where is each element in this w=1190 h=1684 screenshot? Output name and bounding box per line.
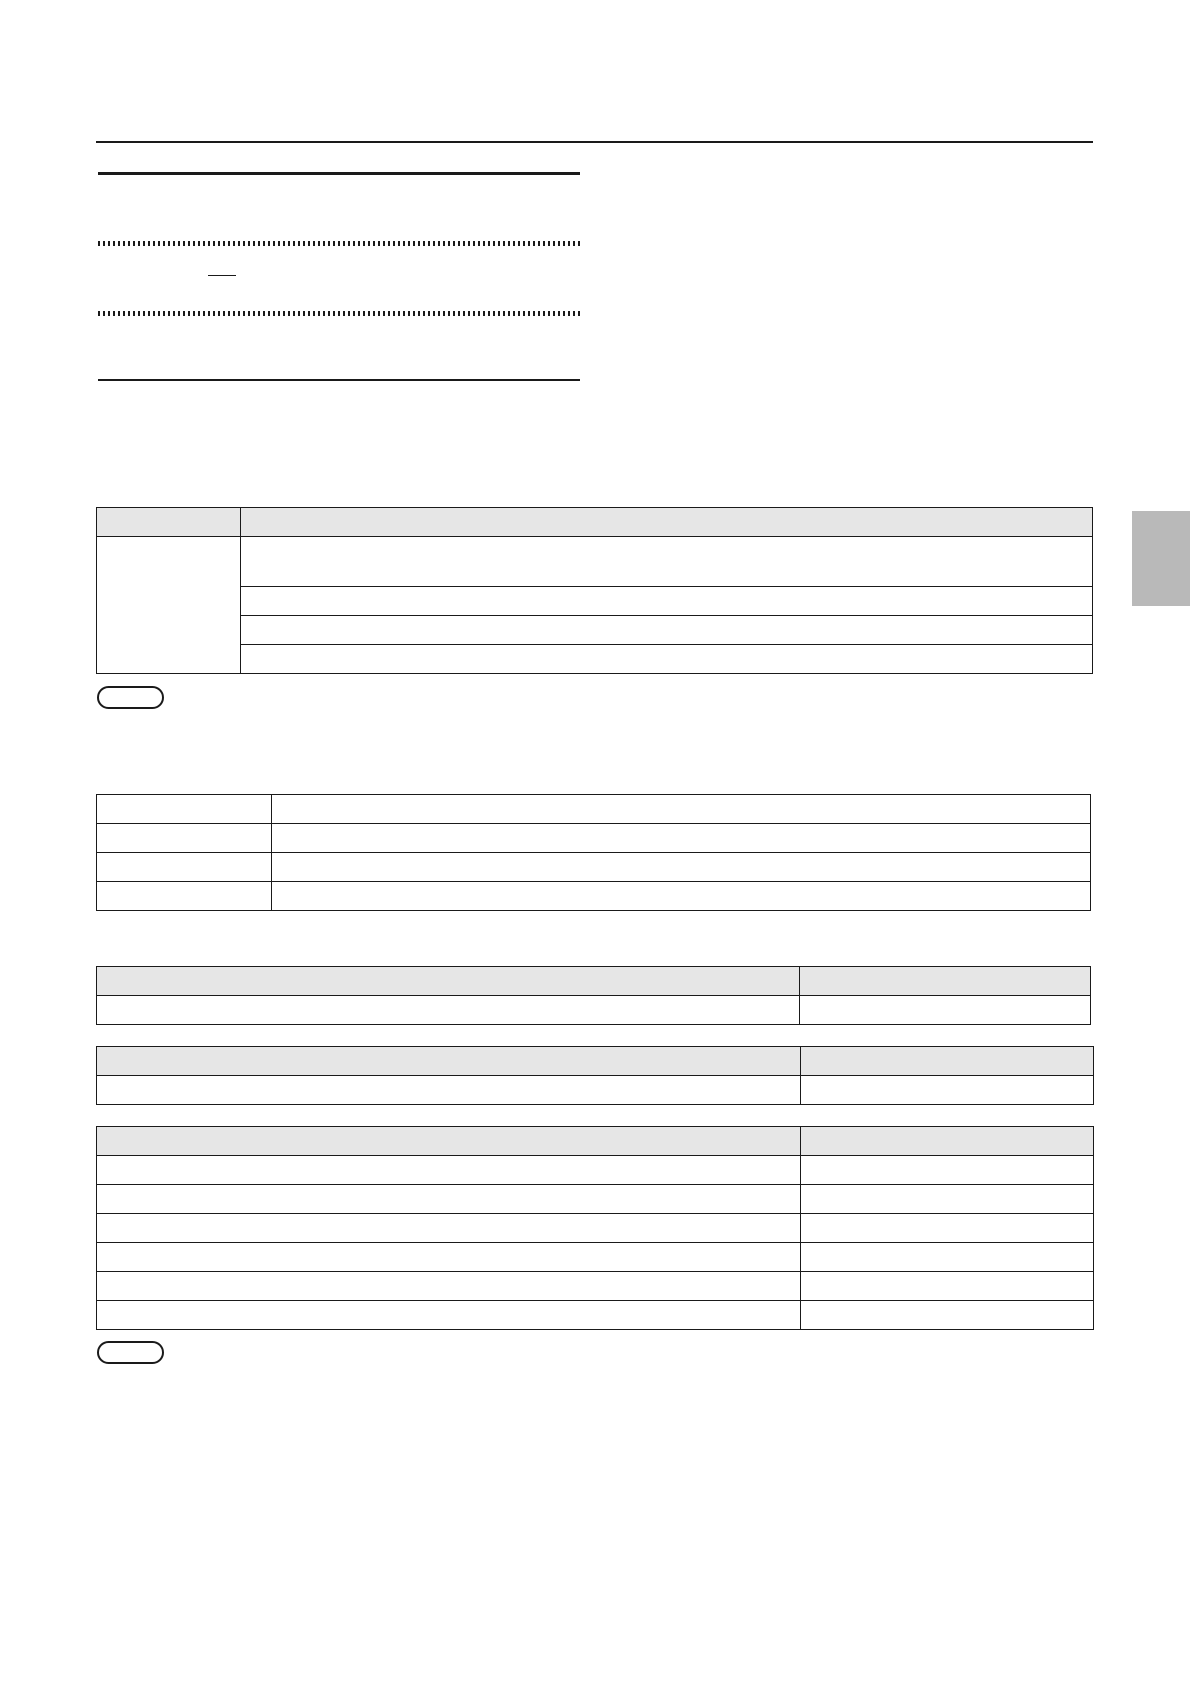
table-header-cell (801, 1047, 1094, 1076)
dotted-divider (98, 311, 580, 316)
table-cell (272, 882, 1091, 911)
table-row (97, 1076, 1094, 1105)
table-cell (272, 824, 1091, 853)
table-cell (241, 587, 1093, 616)
table-cell (272, 795, 1091, 824)
table-header-row (97, 1127, 1094, 1156)
table-header-row (97, 967, 1091, 996)
table-header-cell (97, 508, 241, 537)
table-cell (800, 996, 1091, 1025)
table-header-cell (800, 967, 1091, 996)
table-row (97, 645, 1093, 674)
table-header-row (97, 508, 1093, 537)
table-cell (97, 1185, 801, 1214)
underline-mark (208, 275, 236, 276)
table-row (97, 1185, 1094, 1214)
dotted-divider (98, 241, 580, 246)
table-cell (97, 1156, 801, 1185)
table-group-cell (97, 537, 241, 674)
table-row (97, 616, 1093, 645)
table-row (97, 882, 1091, 911)
table-2 (96, 794, 1091, 911)
table-cell (801, 1243, 1094, 1272)
table-header-cell (241, 508, 1093, 537)
table-row (97, 1243, 1094, 1272)
table-row (97, 1214, 1094, 1243)
table-cell (801, 1156, 1094, 1185)
table-row (97, 587, 1093, 616)
section-bottom-rule (98, 379, 580, 381)
section-heading-rule (98, 172, 580, 175)
table-cell (97, 1272, 801, 1301)
table-cell (801, 1272, 1094, 1301)
table-cell (801, 1214, 1094, 1243)
table-cell (97, 1243, 801, 1272)
table-cell (241, 645, 1093, 674)
table-cell (801, 1076, 1094, 1105)
table-cell (801, 1301, 1094, 1330)
table-cell (801, 1185, 1094, 1214)
table-row (97, 853, 1091, 882)
table-cell (97, 1214, 801, 1243)
table-cell (97, 824, 272, 853)
table-cell (97, 1301, 801, 1330)
note-badge (97, 686, 164, 709)
table-cell (97, 996, 800, 1025)
chapter-side-tab[interactable] (1132, 511, 1190, 606)
table-cell (272, 853, 1091, 882)
table-cell (241, 616, 1093, 645)
table-header-cell (801, 1127, 1094, 1156)
table-cell (97, 853, 272, 882)
table-cell (97, 882, 272, 911)
table-5 (96, 1126, 1094, 1330)
table-row (97, 537, 1093, 587)
table-header-cell (97, 967, 800, 996)
table-header-cell (97, 1127, 801, 1156)
table-row (97, 1301, 1094, 1330)
table-header-cell (97, 1047, 801, 1076)
table-1 (96, 507, 1093, 674)
table-cell (97, 795, 272, 824)
table-row (97, 1156, 1094, 1185)
table-row (97, 795, 1091, 824)
table-row (97, 996, 1091, 1025)
table-4 (96, 1046, 1094, 1105)
table-row (97, 824, 1091, 853)
header-rule (96, 141, 1093, 143)
note-badge (97, 1341, 164, 1364)
table-header-row (97, 1047, 1094, 1076)
table-3 (96, 966, 1091, 1025)
table-cell (241, 537, 1093, 587)
table-row (97, 1272, 1094, 1301)
table-cell (97, 1076, 801, 1105)
